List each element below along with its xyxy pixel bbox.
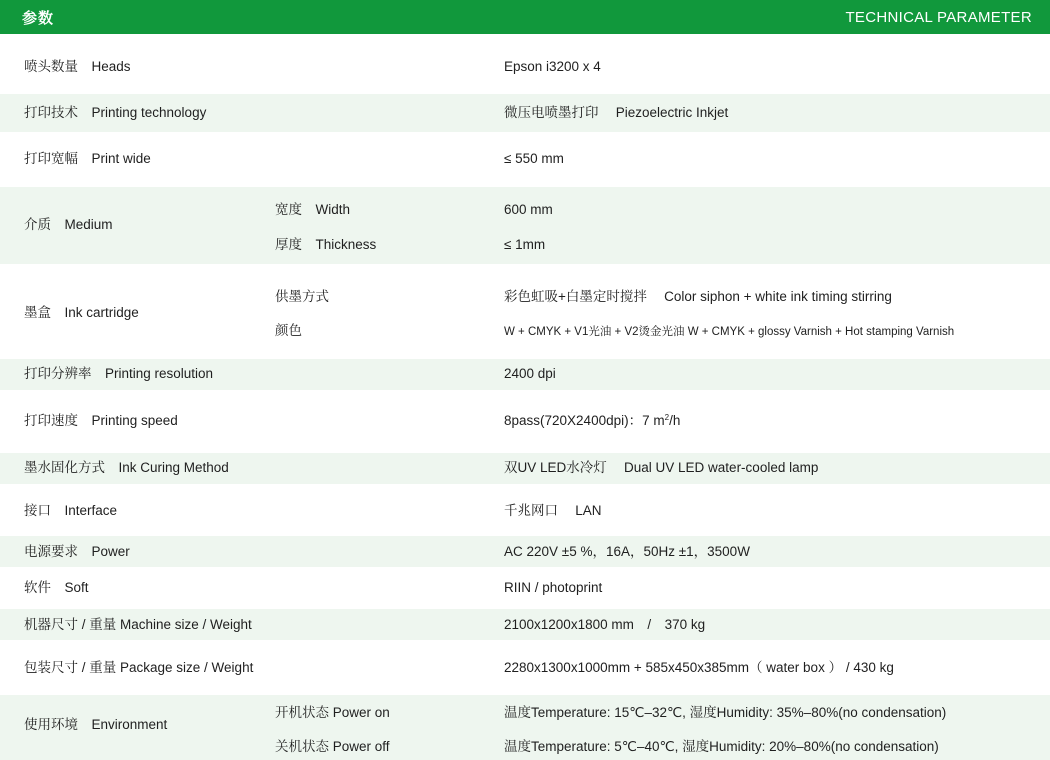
table-row [0, 453, 1050, 484]
param-value: 600 mm [504, 202, 553, 217]
param-value: 2400 dpi [504, 366, 556, 381]
param-label: 介质 Medium [24, 217, 113, 232]
param-label: 墨盒 Ink cartridge [24, 305, 139, 320]
param-value: ≤ 550 mm [504, 151, 564, 166]
header-title-en: TECHNICAL PARAMETER [845, 8, 1032, 26]
param-value: Epson i3200 x 4 [504, 59, 601, 74]
param-label: 打印技术 Printing technology [24, 105, 207, 120]
param-label: 墨水固化方式 Ink Curing Method [24, 460, 229, 475]
param-sublabel: 开机状态 Power on [275, 705, 390, 720]
param-value: AC 220V ±5 %，16A，50Hz ±1，3500W [504, 544, 750, 559]
param-label: 喷头数量 Heads [24, 59, 131, 74]
param-sublabel: 宽度 Width [275, 202, 351, 217]
param-sublabel: 厚度 Thickness [275, 237, 377, 252]
param-value: 8pass(720X2400dpi)：7 $m^2/h$ [504, 413, 681, 428]
param-sublabel: 颜色 [275, 323, 302, 338]
param-sublabel: 关机状态 Power off [275, 739, 390, 754]
param-label: 包装尺寸 / 重量 Package size / Weight [24, 660, 254, 675]
param-label: 接口 Interface [24, 503, 118, 518]
param-value: 2100x1200x1800 mm / 370 kg [504, 617, 706, 632]
param-label: 打印速度 Printing speed [24, 413, 178, 428]
table-row [0, 48, 1050, 86]
param-value: RIIN / photoprint [504, 580, 603, 595]
param-label: 使用环境 Environment [24, 717, 168, 732]
table-row [0, 359, 1050, 390]
header-title-cn: 参数 [22, 9, 55, 27]
table-row [0, 187, 1050, 264]
table-row [0, 695, 1050, 760]
table-row [0, 492, 1050, 530]
table-header [0, 0, 1050, 34]
param-value: 2280x1300x1000mm + 585x450x385mm（ water box ） / 430 kg [504, 660, 894, 675]
param-value: 彩色虹吸+白墨定时搅拌 Color siphon + white ink timing stirring [504, 289, 892, 304]
table-row [0, 398, 1050, 444]
param-label: 打印宽幅 Print wide [24, 151, 151, 166]
table-row [0, 140, 1050, 178]
param-label: 软件 Soft [24, 580, 89, 595]
param-label: 机器尺寸 / 重量 Machine size / Weight [24, 617, 252, 632]
param-value: 双UV LED水冷灯 Dual UV LED water-cooled lamp [504, 460, 819, 475]
param-value: 温度Temperature: 15℃–32℃, 湿度Humidity: 35%–80%(no condensation) [504, 705, 947, 720]
param-value: 温度Temperature: 5℃–40℃, 湿度Humidity: 20%–80%(no condensation) [504, 739, 939, 754]
param-value: ≤ 1mm [504, 237, 546, 252]
table-row [0, 573, 1050, 604]
param-value: W + CMYK + V1光油 + V2烫金光油 W + CMYK + glossy Varnish + Hot stamping Varnish [504, 326, 955, 338]
param-label: 打印分辨率 Printing resolution [24, 366, 214, 381]
table-row [0, 647, 1050, 689]
param-sublabel: 供墨方式 [275, 289, 329, 304]
table-row [0, 272, 1050, 352]
param-value: 千兆网口 LAN [504, 503, 602, 518]
table-row [0, 94, 1050, 132]
param-value: 微压电喷墨打印 Piezoelectric Inkjet [504, 105, 729, 120]
param-label: 电源要求 Power [24, 544, 130, 559]
table-row [0, 609, 1050, 640]
table-row [0, 536, 1050, 567]
